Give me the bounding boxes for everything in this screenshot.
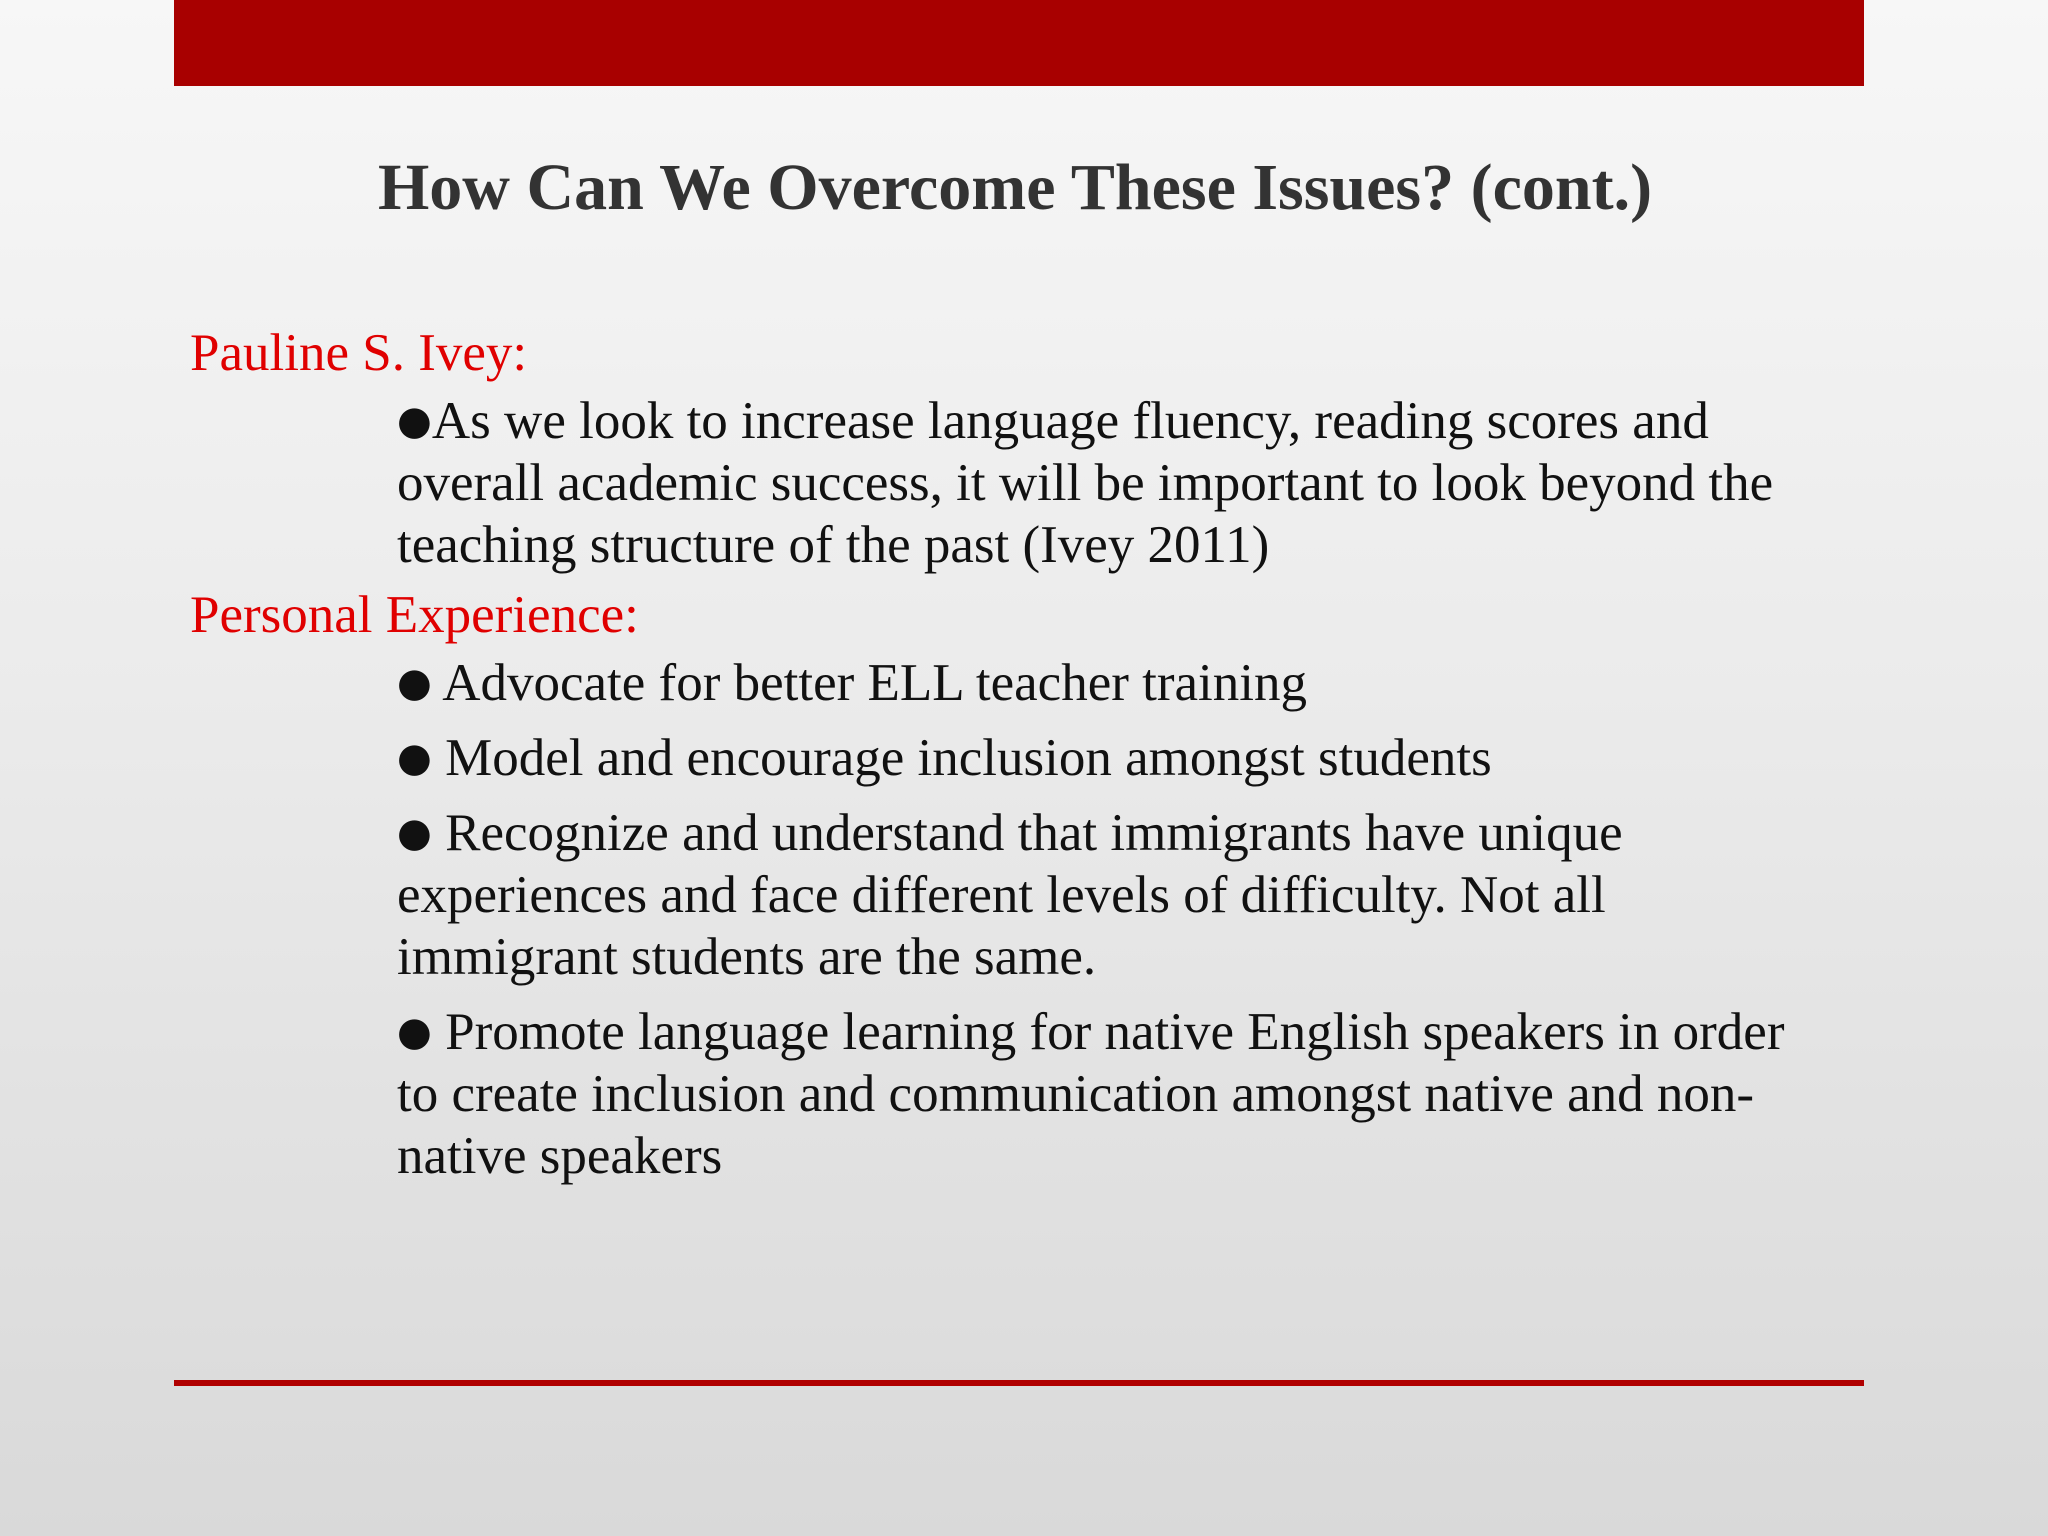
section-heading-ivey: Pauline S. Ivey: (190, 324, 528, 382)
bullet-item (397, 652, 1837, 714)
section-heading-personal: Personal Experience: (190, 586, 639, 644)
bullet-icon: ● (397, 735, 432, 781)
bullet-icon: ● (397, 810, 432, 856)
bullet-item (397, 802, 1837, 988)
bullet-text: Model and encourage inclusion amongst students (445, 729, 1492, 787)
top-accent-bar (174, 0, 1864, 86)
bullet-text: Promote language learning for native English speakers in order to create inclusion and communication amongst native and non-native speakers (397, 1003, 1785, 1185)
bullet-item (397, 390, 1837, 576)
bullet-text: As we look to increase language fluency, reading scores and overall academic success, it will be important to look beyond the teaching structure of the past (Ivey 2011) (397, 392, 1774, 574)
slide-content (190, 322, 1830, 1200)
bullet-text: Recognize and understand that immigrants have unique experiences and face different levels of difficulty. Not all immigrant students are the same. (397, 804, 1623, 986)
bullet-icon: ● (397, 1009, 432, 1055)
bullet-item (397, 727, 1837, 789)
bottom-accent-rule (174, 1380, 1864, 1386)
slide-title: How Can We Overcome These Issues? (cont.) (377, 151, 1653, 224)
bullet-text: Advocate for better ELL teacher training (442, 654, 1307, 712)
bullet-icon: ● (397, 398, 432, 444)
bullet-item (397, 1001, 1837, 1187)
bullet-icon: ● (397, 660, 432, 706)
